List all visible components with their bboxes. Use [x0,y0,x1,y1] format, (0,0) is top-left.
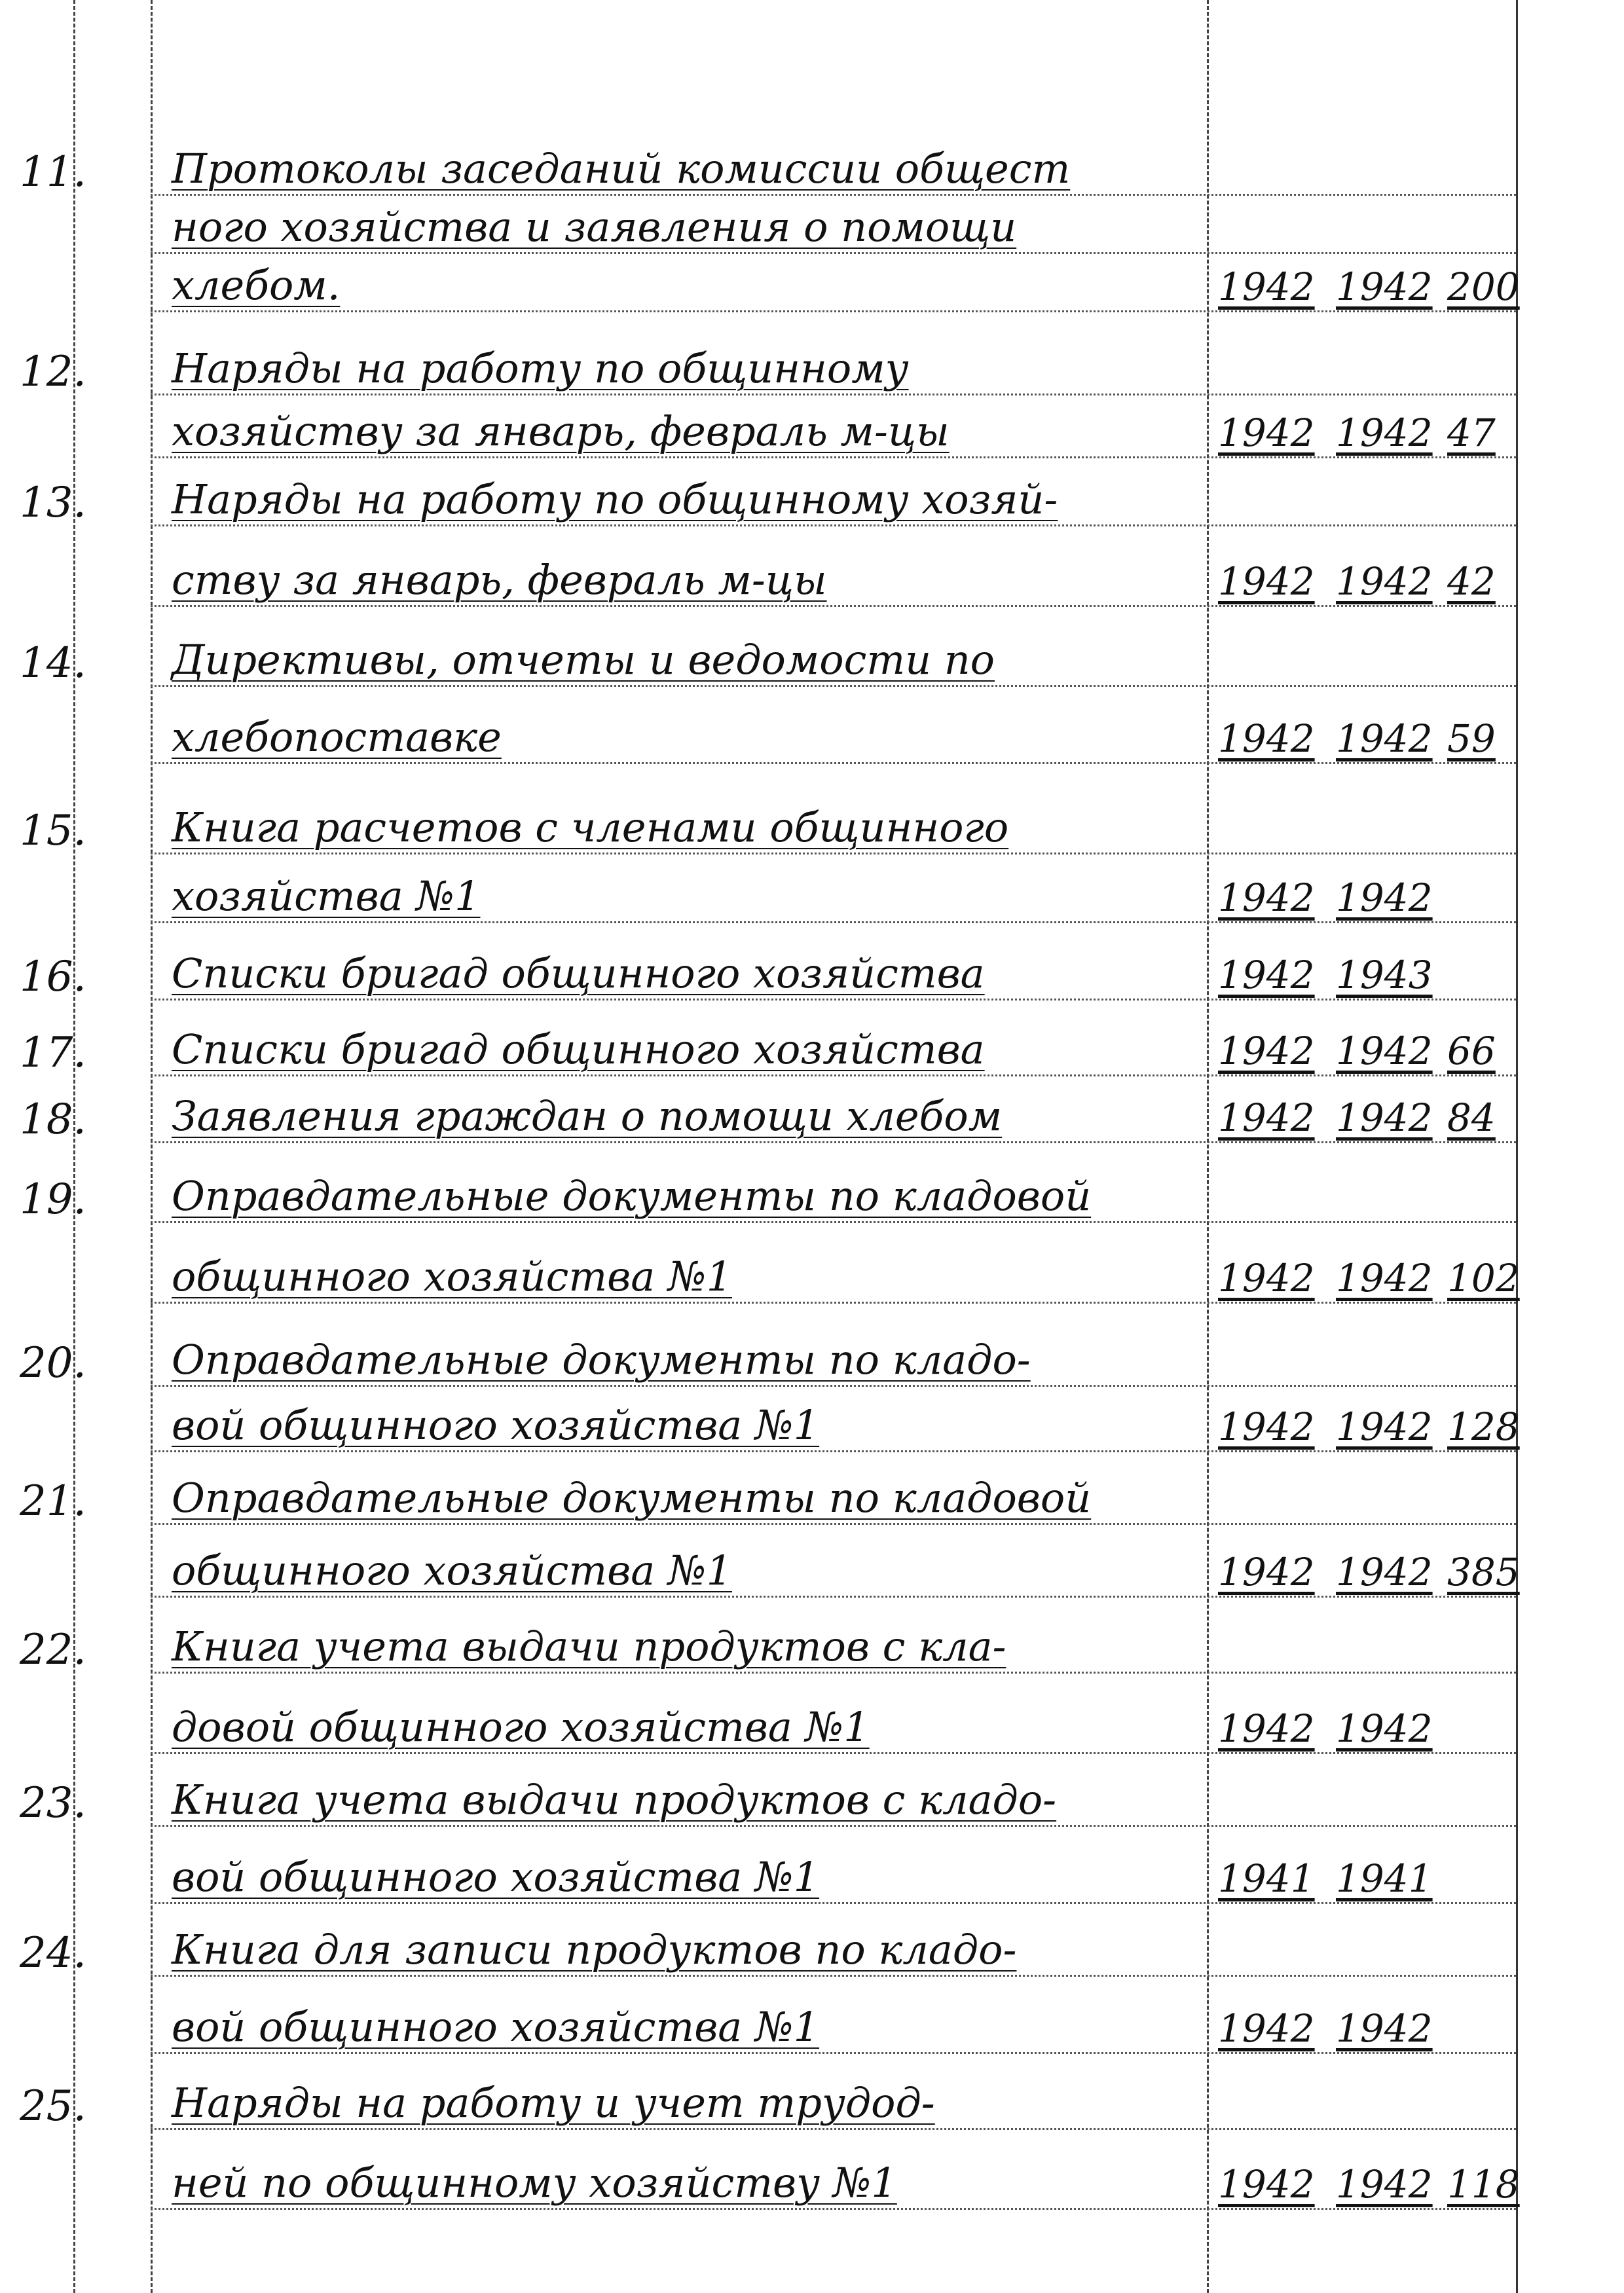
ruled-line [151,605,1516,607]
entry-title-line: Наряды на работу и учет трудод- [172,2079,935,2127]
ruled-line [151,1902,1516,1904]
end-year: 1942 [1336,1256,1433,1300]
entry-number: 15. [20,807,86,855]
end-year: 1942 [1336,559,1433,604]
entry-title-line: Книга учета выдачи продуктов с кладо- [172,1776,1057,1824]
entry-number: 18. [20,1095,86,1144]
entry-title-line: хозяйства №1 [172,872,481,920]
entry-title-line: Книга расчетов с членами общинного [172,803,1009,851]
text-column-line [151,0,153,2293]
start-year: 1942 [1218,2006,1315,2051]
ruled-line [151,1302,1516,1304]
ruled-line [151,1596,1516,1598]
end-year: 1942 [1336,1550,1433,1594]
start-year: 1942 [1218,953,1315,997]
entry-title-line: Оправдательные документы по кладовой [172,1474,1092,1522]
entry-number: 12. [20,348,86,396]
end-year: 1943 [1336,953,1433,997]
entry-title-line: Заявления граждан о помощи хлебом [172,1092,1003,1140]
end-year: 1942 [1336,265,1433,309]
right-border-line [1516,0,1518,2293]
ruled-line [151,999,1516,1000]
entry-number: 21. [20,1477,86,1526]
ruled-line [151,853,1516,854]
entry-title-line: Книга для записи продуктов по кладо- [172,1926,1017,1973]
entry-title-line: Списки бригад общинного хозяйства [172,1025,985,1073]
end-year: 1942 [1336,411,1433,455]
end-year: 1942 [1336,875,1433,920]
start-year: 1942 [1218,265,1315,309]
entry-title-line: хлебом. [172,261,341,309]
entry-number: 14. [20,639,86,688]
page-count: 128 [1447,1404,1520,1449]
ruled-line [151,1074,1516,1076]
ruled-line [151,762,1516,764]
entry-title-line: Книга учета выдачи продуктов с кла- [172,1623,1006,1670]
start-year: 1942 [1218,875,1315,920]
entry-title-line: Наряды на работу по общинному [172,344,909,392]
entry-number: 16. [20,953,86,1001]
ruled-line [151,1523,1516,1525]
ruled-line [151,456,1516,458]
ruled-line [151,524,1516,526]
ruled-line [151,310,1516,312]
end-year: 1942 [1336,1095,1433,1140]
entry-number: 19. [20,1175,86,1224]
ruled-line [151,2208,1516,2210]
entry-title-line: хозяйству за январь, февраль м-цы [172,407,950,455]
ruled-line [151,1825,1516,1827]
entry-title-line: Наряды на работу по общинному хозяй- [172,475,1058,523]
start-year: 1942 [1218,1706,1315,1751]
ruled-line [151,394,1516,395]
entry-title-line: Списки бригад общинного хозяйства [172,949,985,997]
end-year: 1941 [1336,1856,1433,1901]
entry-number: 23. [20,1779,86,1827]
ruled-line [151,685,1516,687]
start-year: 1942 [1218,559,1315,604]
start-year: 1942 [1218,1095,1315,1140]
entry-number: 13. [20,479,86,527]
ruled-line [151,921,1516,923]
entry-title-line: Оправдательные документы по кладовой [172,1172,1092,1220]
ruled-line [151,2052,1516,2054]
entry-number: 22. [20,1626,86,1674]
start-year: 1942 [1218,1404,1315,1449]
ruled-line [151,1141,1516,1143]
end-year: 1942 [1336,2162,1433,2207]
page-count: 84 [1447,1095,1496,1140]
start-year: 1942 [1218,411,1315,455]
dates-column-line [1207,0,1209,2293]
entry-number: 11. [20,148,86,196]
end-year: 1942 [1336,1029,1433,1073]
page-count: 42 [1447,559,1496,604]
page-count: 47 [1447,411,1496,455]
entry-number: 25. [20,2082,86,2131]
entry-number: 17. [20,1029,86,1077]
ruled-line [151,1221,1516,1223]
entry-title-line: ного хозяйства и заявления о помощи [172,203,1017,251]
entry-title-line: ней по общинному хозяйству №1 [172,2159,897,2207]
page-count: 118 [1447,2162,1520,2207]
entry-title-line: ству за январь, февраль м-цы [172,556,827,604]
start-year: 1942 [1218,2162,1315,2207]
ruled-line [151,194,1516,196]
start-year: 1942 [1218,716,1315,761]
entry-title-line: Директивы, отчеты и ведомости по [172,636,995,684]
entry-title-line: Протоколы заседаний комиссии общест [172,145,1071,193]
end-year: 1942 [1336,1706,1433,1751]
ruled-line [151,1975,1516,1977]
ruled-line [151,252,1516,254]
ruled-line [151,1752,1516,1754]
page-count: 66 [1447,1029,1496,1073]
entry-title-line: общинного хозяйства №1 [172,1253,733,1300]
page-count: 102 [1447,1256,1520,1300]
entry-title-line: вой общинного хозяйства №1 [172,1401,820,1449]
entry-number: 20. [20,1339,86,1387]
end-year: 1942 [1336,1404,1433,1449]
end-year: 1942 [1336,2006,1433,2051]
start-year: 1941 [1218,1856,1315,1901]
ruled-line [151,1450,1516,1452]
page-count: 59 [1447,716,1496,761]
ruled-line [151,1672,1516,1674]
page-count: 200 [1447,265,1520,309]
entry-title-line: вой общинного хозяйства №1 [172,1853,820,1901]
start-year: 1942 [1218,1029,1315,1073]
entry-title-line: вой общинного хозяйства №1 [172,2003,820,2051]
entry-title-line: довой общинного хозяйства №1 [172,1703,870,1751]
entry-title-line: Оправдательные документы по кладо- [172,1336,1031,1384]
ruled-line [151,1385,1516,1387]
start-year: 1942 [1218,1550,1315,1594]
entry-number: 24. [20,1929,86,1977]
entry-title-line: общинного хозяйства №1 [172,1547,733,1594]
entry-title-line: хлебопоставке [172,713,502,761]
end-year: 1942 [1336,716,1433,761]
page-count: 385 [1447,1550,1520,1594]
start-year: 1942 [1218,1256,1315,1300]
ruled-line [151,2128,1516,2130]
